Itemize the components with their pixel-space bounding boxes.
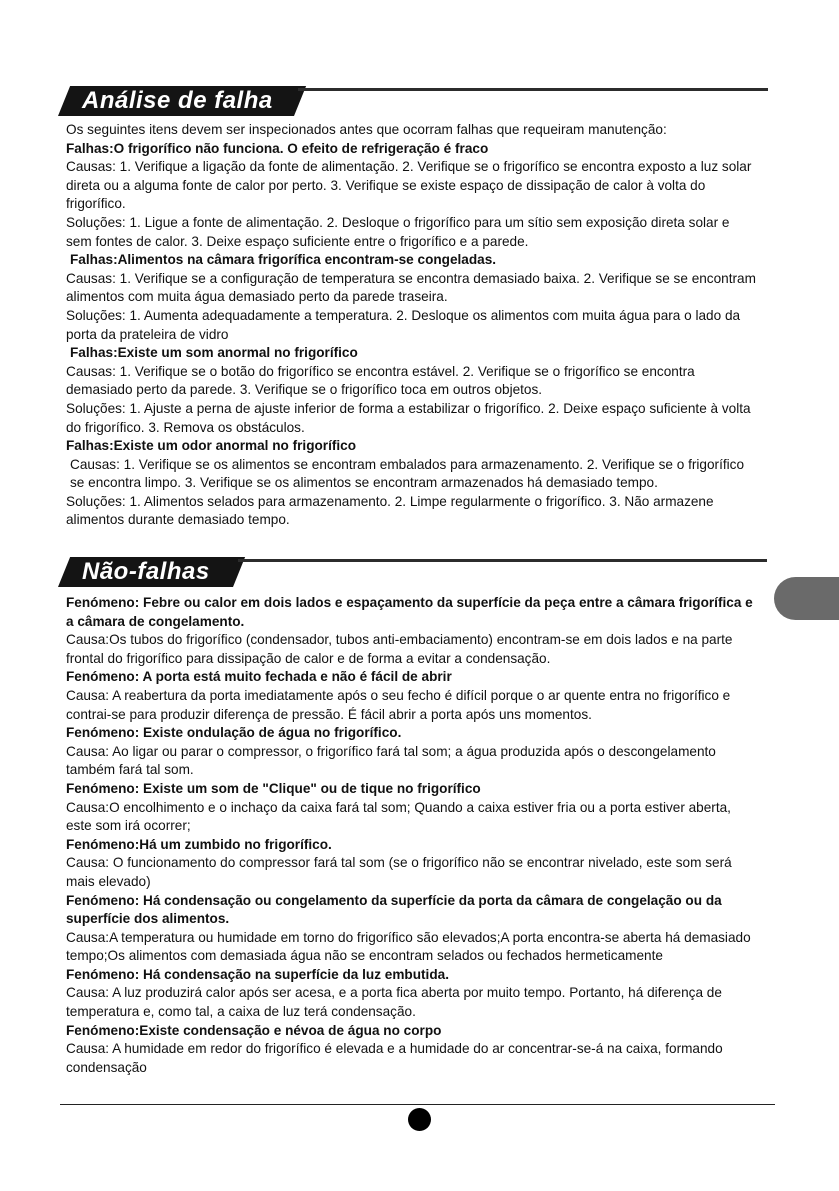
item-heading: Fenómeno:Há um zumbido no frigorífico. — [66, 836, 332, 852]
item-text: Causa:A temperatura ou humidade em torno do frigorífico são elevados;A porta encontra-se aberta há demasiado tempo;Os alimentos com demasiada água não se encontram selados ou fechados hermeticamente — [66, 929, 751, 964]
item-text: Soluções: 1. Aumenta adequadamente a temperatura. 2. Desloque os alimentos com muita água para o lado da porta da prateleira de vidro — [66, 307, 741, 342]
item-text: Soluções: 1. Alimentos selados para armazenamento. 2. Limpe regularmente o frigorífico. 3. Não armazene alimentos durante demasiado tempo. — [66, 493, 714, 528]
item-heading: Falhas:Existe um odor anormal no frigorífico — [66, 438, 357, 454]
item-heading: Fenómeno: Febre ou calor em dois lados e espaçamento da superfície da peça entre a câmara frigorífica e a câmara de congelamento. — [66, 595, 753, 629]
item-text: Causa: A reabertura da porta imediatamente após o seu fecho é difícil porque o ar quente entra no frigorífico e contrai-se para produzir diferença de pressão. É fácil abrir a porta após uns momentos. — [66, 687, 731, 722]
item-text: Causas: 1. Verifique se os alimentos se encontram embalados para armazenamento. 2. Verifique se o frigorífico se encontra limpo. 3. Verifique se os alimentos se encontram armazenados há demasiado tempo. — [70, 456, 745, 491]
footer-rule — [60, 1104, 775, 1105]
item-text: Os seguintes itens devem ser inspecionados antes que ocorram falhas que requeiram manutenção: — [66, 122, 667, 137]
item-text: Causa: A humidade em redor do frigorífico é elevada e a humidade do ar concentrar-se-á na caixa, formando condensação — [66, 1041, 723, 1075]
item-heading: Falhas:O frigorífico não funciona. O efeito de refrigeração é fraco — [66, 140, 489, 156]
non-faults-body — [66, 594, 756, 1077]
item-text: Causa:Os tubos do frigorífico (condensador, tubos anti-embaciamento) encontram-se em dois lados e na parte frontal do frigorífico para dissipação de calor e de forma a evitar a condensação. — [66, 632, 733, 666]
item-text: Causas: 1. Verifique a ligação da fonte de alimentação. 2. Verifique se o frigorífico se encontra exposto a luz solar direta ou a alguma fonte de calor por perto. 3. Verifique se existe espaço de dissipação de calor à volta do frigorífico. — [66, 159, 752, 212]
item-text: Causa:O encolhimento e o inchaço da caixa fará tal som; Quando a caixa estiver fria ou a porta estiver aberta, este som irá ocorrer; — [66, 799, 731, 834]
section-header-rule — [298, 88, 768, 91]
item-heading: Falhas:Alimentos na câmara frigorífica encontram-se congeladas. — [70, 252, 497, 268]
item-heading: Fenómeno: Há condensação ou congelamento da superfície da porta da câmara de congelação ou da superfície dos alimentos. — [66, 892, 722, 927]
section-title: Análise de falha — [82, 87, 273, 114]
page-number-dot — [408, 1108, 431, 1131]
item-heading: Fenómeno: Há condensação na superfície da luz embutida. — [66, 966, 449, 982]
item-text: Causas: 1. Verifique se o botão do frigorífico se encontra estável. 2. Verifique se o frigorífico se encontra demasiado perto da parede. 3. Verifique se o frigorífico toca em outros objetos. — [66, 363, 695, 398]
item-text: Causa: A luz produzirá calor após ser acesa, e a porta fica aberta por muito tempo. Portanto, há diferença de temperatura e, como tal, a caixa de luz terá condensação. — [66, 985, 722, 1020]
item-heading: Fenómeno: Existe um som de "Clique" ou de tique no frigorífico — [66, 780, 481, 796]
item-heading: Falhas:Existe um som anormal no frigorífico — [70, 345, 358, 361]
section-title: Não-falhas — [82, 558, 210, 585]
side-tab-marker — [774, 577, 839, 620]
item-text: Causas: 1. Verifique se a configuração de temperatura se encontra demasiado baixa. 2. Verifique se se encontram alimentos com muita água demasiado perto da parede traseira. — [66, 270, 756, 305]
item-heading: Fenómeno: A porta está muito fechada e não é fácil de abrir — [66, 669, 452, 685]
item-text: Causa: Ao ligar ou parar o compressor, o frigorífico fará tal som; a água produzida após o descongelamento também fará tal som. — [66, 743, 716, 778]
item-heading: Fenómeno:Existe condensação e névoa de água no corpo — [66, 1022, 442, 1038]
fault-analysis-body — [66, 121, 756, 530]
item-text: Soluções: 1. Ligue a fonte de alimentação. 2. Desloque o frigorífico para um sítio sem exposição direta solar e sem fontes de calor. 3. Deixe espaço suficiente entre o frigorífico e a parede. — [66, 214, 730, 249]
section-header-rule — [238, 559, 767, 562]
item-text: Causa: O funcionamento do compressor fará tal som (se o frigorífico não se encontrar nivelado, este som será mais elevado) — [66, 855, 732, 889]
item-text: Soluções: 1. Ajuste a perna de ajuste inferior de forma a estabilizar o frigorífico. 2. Deixe espaço suficiente à volta do frigorífico. 3. Remova os obstáculos. — [66, 400, 751, 435]
item-heading: Fenómeno: Existe ondulação de água no frigorífico. — [66, 725, 402, 741]
